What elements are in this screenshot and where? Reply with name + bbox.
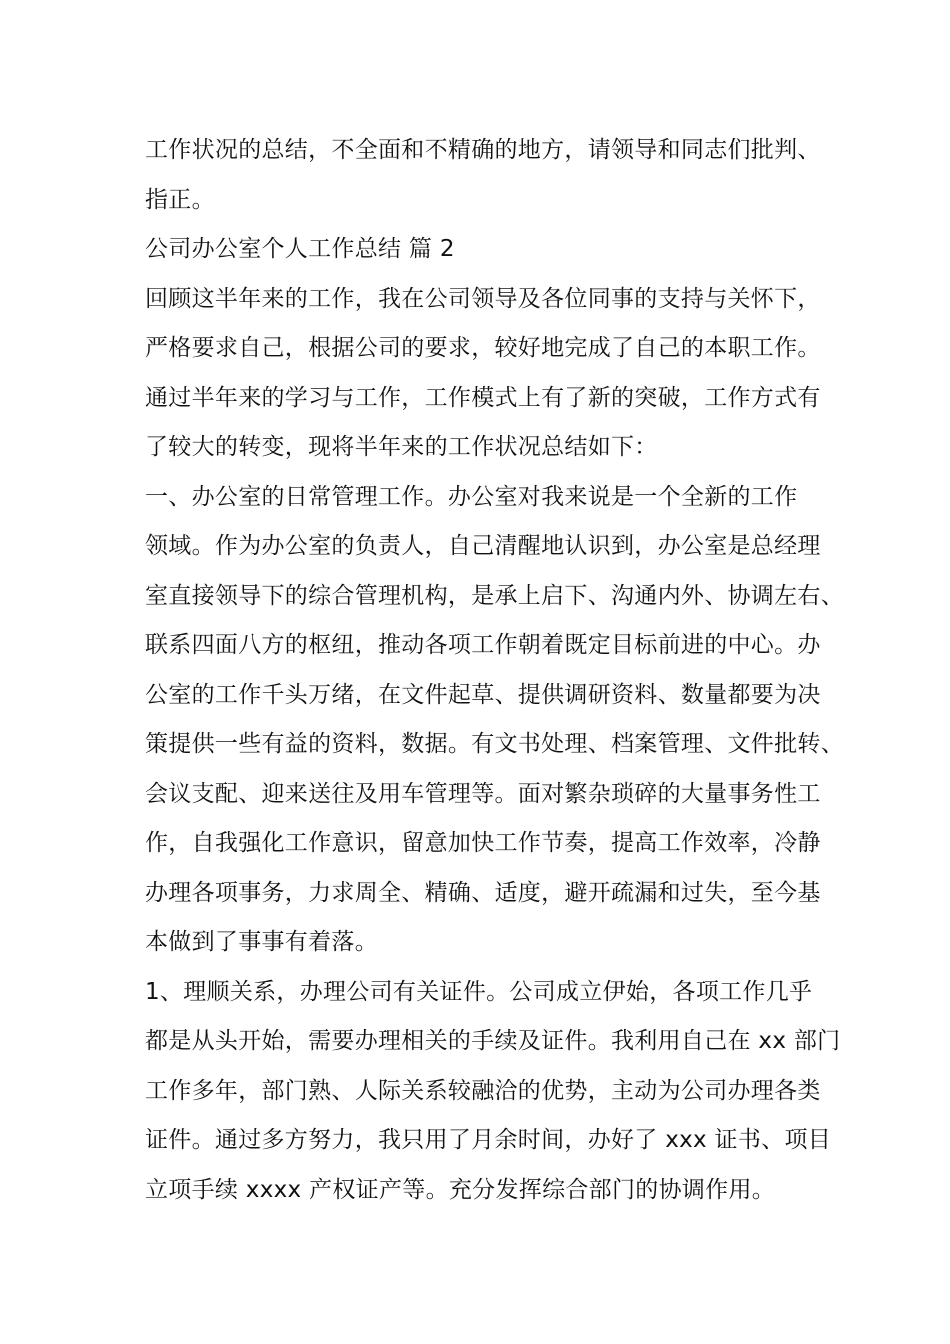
text-line: 本做到了事事有着落。: [145, 929, 378, 955]
text-line: 策提供一些有益的资料，数据。有文书处理、档案管理、文件批转、: [145, 731, 844, 757]
text-line: 公室的工作千头万绪，在文件起草、提供调研资料、数量都要为决: [145, 681, 821, 708]
text-line: 通过半年来的学习与工作，工作模式上有了新的突破，工作方式有: [145, 384, 821, 411]
text-line: 指正。: [145, 186, 215, 213]
text-line: 证件。通过多方努力，我只用了月余时间，办好了 xxx 证书、项目: [145, 1127, 832, 1153]
section-heading: 公司办公室个人工作总结 篇 2: [145, 236, 455, 262]
text-line: 一、办公室的日常管理工作。办公室对我来说是一个全新的工作: [145, 483, 798, 510]
document-body: [145, 126, 844, 1215]
text-line: 会议支配、迎来送往及用车管理等。面对繁杂琐碎的大量事务性工: [145, 780, 821, 807]
text-line: 联系四面八方的枢纽，推动各项工作朝着既定目标前进的中心。办: [145, 632, 821, 658]
text-line: 作，自我强化工作意识，留意加快工作节奏，提高工作效率，冷静: [145, 830, 821, 856]
text-line: 了较大的转变，现将半年来的工作状况总结如下：: [145, 434, 658, 460]
text-line: 领域。作为办公室的负责人，自己清醒地认识到，办公室是总经理: [145, 533, 821, 559]
text-line: 严格要求自己，根据公司的要求，较好地完成了自己的本职工作。: [145, 335, 821, 361]
text-line: 都是从头开始，需要办理相关的手续及证件。我利用自己在 xx 部门: [145, 1028, 841, 1054]
text-line: 室直接领导下的综合管理机构，是承上启下、沟通内外、协调左右、: [145, 582, 844, 609]
text-line: 立项手续 xxxx 产权证产等。充分发挥综合部门的协调作用。: [145, 1176, 776, 1203]
text-line: 回顾这半年来的工作，我在公司领导及各位同事的支持与关怀下，: [145, 285, 821, 312]
text-line: 工作状况的总结，不全面和不精确的地方，请领导和同志们批判、: [145, 137, 821, 163]
text-line: 工作多年，部门熟、人际关系较融洽的优势，主动为公司办理各类: [145, 1077, 821, 1104]
text-line: 办理各项事务，力求周全、精确、适度，避开疏漏和过失，至今基: [145, 879, 821, 906]
text-line: 1、理顺关系，办理公司有关证件。公司成立伊始，各项工作几乎: [145, 978, 813, 1005]
